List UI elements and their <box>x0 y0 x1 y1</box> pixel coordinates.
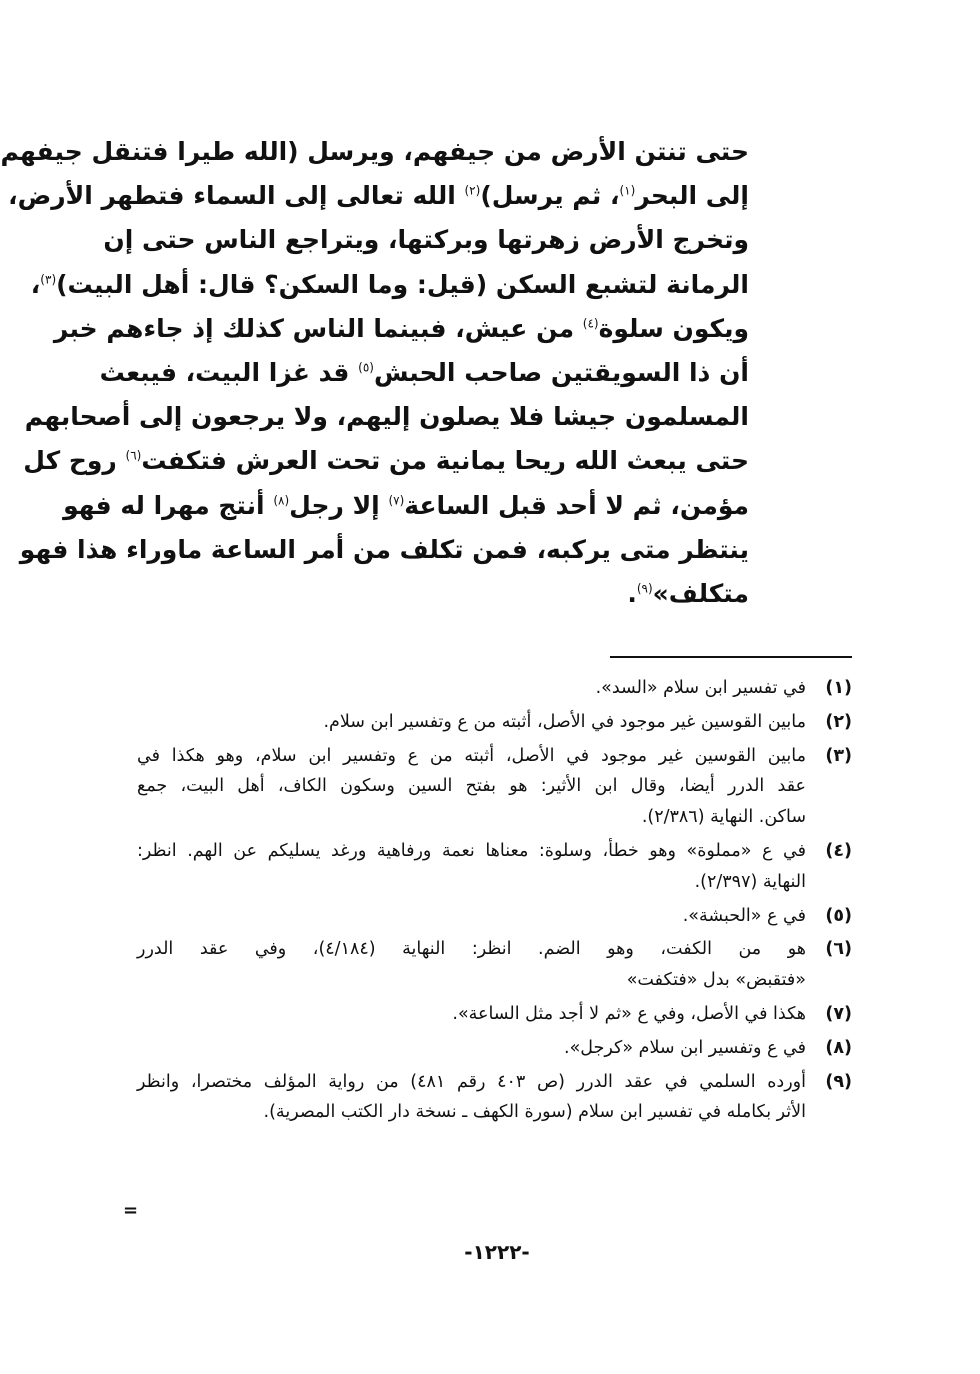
main-text-line: متكلف»$^{(٩)}$. <box>627 579 749 609</box>
footnote-line: ساكن. النهاية (٢/٣٨٦). <box>641 807 806 828</box>
footnote-item <box>137 741 852 833</box>
main-text-line: حتى تنتن الأرض من جيفهم، ويرسل (الله طيرا فتنقل جيفهم <box>0 137 749 166</box>
main-text-line: وتخرج الأرض زهرتها وبركتها، ويتراجع الناس حتى إن <box>103 225 749 255</box>
footnotes-list <box>137 673 852 1131</box>
footnote-text <box>137 707 806 738</box>
main-text-line: ينتظر متى يركبه، فمن تكلف من أمر الساعة ماوراء هذا فهو <box>19 534 749 564</box>
main-text-line: مؤمن، ثم لا أحد قبل الساعة$^{(٧)}$ إلا رجل$^{(٨)}$ أنتج مهرا له فهو <box>63 490 749 520</box>
main-text-line: ويكون سلوة$^{(٤)}$ من عيش، فبينما الناس كذلك إذ جاءهم خبر <box>53 313 749 343</box>
footnote-number: (٩) <box>825 1071 852 1092</box>
footnote-line: أورده السلمي في عقد الدرر (ص ٤٠٣ رقم ٤٨١) من رواية المؤلف مختصرا، وانظر <box>137 1071 806 1092</box>
footnote-number: (٥) <box>825 905 852 926</box>
footnote-text <box>137 673 806 704</box>
footnote-text <box>137 1033 806 1064</box>
main-text-line: حتى يبعث الله ريحا يمانية من تحت العرش فتكفت$^{(٦)}$ روح كل <box>23 446 749 476</box>
footnote-line: مابين القوسين غير موجود في الأصل، أثبته من ع وتفسير ابن سلام، وهو هكذا في <box>137 745 806 766</box>
footnote-number: (٧) <box>825 1003 852 1024</box>
footnote-text <box>137 999 806 1030</box>
footnote-ref: (٩) <box>636 581 653 596</box>
footnote-line: في ع وتفسير ابن سلام «كرجل». <box>564 1037 806 1058</box>
main-text-line: أن ذا السويقتين صاحب الحبش$^{(٥)}$ قد غزا البيت، فيبعث <box>99 358 749 388</box>
page-number: -١٢٢٢- <box>464 1240 530 1264</box>
footnote-line: «فتقبض» بدل «فتكفت» <box>626 970 806 991</box>
footnote-ref: (٤) <box>582 316 599 331</box>
footnote-text <box>137 1067 806 1129</box>
footnote-ref: (٣) <box>40 272 57 287</box>
footnote-separator <box>610 656 852 658</box>
footnote-ref: (٢) <box>464 183 481 198</box>
main-text-line: إلى البحر$^{(١)}$، ثم يرسل)$^{(٢)}$ الله تعالى إلى السماء فتطهر الأرض، <box>8 181 749 211</box>
footnote-number: (١) <box>825 678 852 698</box>
footnote-text <box>137 901 806 932</box>
footnote-line: هكذا في الأصل، وفي ع «ثم لا أجد مثل الساعة». <box>452 1003 806 1024</box>
footnote-line: النهاية (٢/٣٩٧). <box>694 871 806 892</box>
footnote-line: في ع «مملوة» وهو خطأ، وسلوة: معناها نعمة ورفاهية ورغد يسليكم عن الهم. انظر: <box>137 840 806 861</box>
footnote-text <box>137 934 806 996</box>
footnote-number: (٣) <box>825 745 852 766</box>
footnote-ref: (٥) <box>358 360 374 375</box>
footnote-item <box>137 934 852 996</box>
footnote-number: (٤) <box>825 840 852 861</box>
footnote-item <box>137 1067 852 1129</box>
footnote-item <box>137 1033 852 1064</box>
footnote-item <box>137 999 852 1030</box>
footnote-number: (٢) <box>825 711 852 732</box>
footnote-line: الأثر بكامله في تفسير ابن سلام (سورة الكهف ـ نسخة دار الكتب المصرية). <box>263 1102 806 1123</box>
footnote-ref: (١) <box>619 183 636 198</box>
end-mark: = <box>123 1200 139 1221</box>
footnote-item <box>137 901 852 932</box>
footnote-line: في تفسير ابن سلام «السد». <box>595 678 806 698</box>
footnote-ref: (٧) <box>388 493 405 508</box>
footnote-line: هو من الكفت، وهو الضم. انظر: النهاية (٤/١٨٤)، وفي عقد الدرر <box>137 939 806 960</box>
footnote-item <box>137 673 852 704</box>
footnote-text <box>137 741 806 833</box>
footnote-text <box>137 836 806 898</box>
footnote-item <box>137 707 852 738</box>
footnote-line: عقد الدرر أيضا، وقال ابن الأثير: هو بفتح السين وسكون الكاف، أهل البيت، جمع <box>137 776 806 797</box>
footnote-number: (٨) <box>825 1037 852 1058</box>
footnote-line: مابين القوسين غير موجود في الأصل، أثبته من ع وتفسير ابن سلام. <box>323 711 806 732</box>
main-text-line: الرمانة لتشبع السكن (قيل: وما السكن؟ قال: أهل البيت)$^{(٣)}$، <box>30 269 749 299</box>
footnote-item <box>137 836 852 898</box>
main-text-block <box>0 130 749 616</box>
main-text-line: المسلمون جيشا فلا يصلون إليهم، ولا يرجعون إلى أصحابهم <box>24 402 749 432</box>
footnote-line: في ع «الحبشة». <box>682 905 806 926</box>
footnote-ref: (٨) <box>273 493 290 508</box>
footnote-ref: (٦) <box>125 449 142 464</box>
footnote-number: (٦) <box>825 939 852 960</box>
